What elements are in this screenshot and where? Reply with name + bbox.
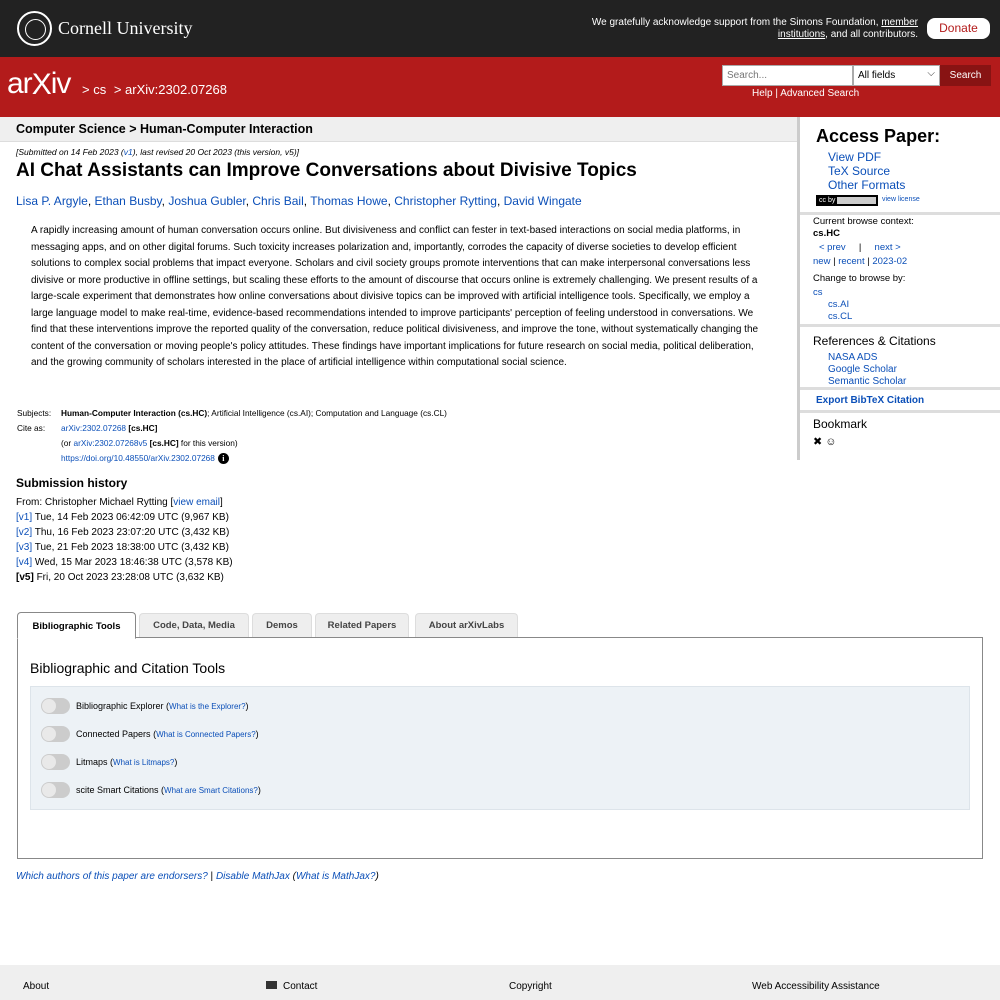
version-link[interactable]: [v1] [16, 512, 33, 523]
cite-id-link[interactable]: arXiv:2302.07268 [61, 423, 127, 433]
scite-help-link[interactable]: What are Smart Citations? [164, 786, 258, 795]
browse-context: Current browse context: cs.HC < prev | next > new | recent | 2023-02 Change to browse by: cs cs.AI cs.CL [813, 216, 914, 322]
member-institutions-link[interactable]: member institutions [777, 17, 918, 40]
footer [0, 965, 1000, 1000]
version-row: [v4] Wed, 15 Mar 2023 18:46:38 UTC (3,578 KB) [16, 557, 233, 568]
tools-title: Bibliographic and Citation Tools [30, 660, 226, 676]
version-row: [v3] Tue, 21 Feb 2023 18:38:00 UTC (3,432 KB) [16, 542, 229, 553]
export-bibtex-link[interactable]: Export BibTeX Citation [816, 395, 925, 406]
version-row: [v1] Tue, 14 Feb 2023 06:42:09 UTC (9,967 KB) [16, 512, 229, 523]
tab-demos[interactable]: Demos [252, 613, 312, 638]
search-input[interactable] [722, 65, 853, 86]
doi-row [61, 451, 447, 466]
dateline-v1-link[interactable]: v1 [123, 147, 133, 157]
author-link[interactable]: Ethan Busby [94, 194, 162, 208]
breadcrumb [82, 82, 231, 97]
abstract: A rapidly increasing amount of human conversation occurs online. But divisiveness and conflict can fester in text-based interactions on social media platforms, in messaging apps, and on other digital forums. Such toxicity increases polarization and, importantly, corrodes the capacity of diverse societies to develop efficient solutions to complex social problems that impact everyone. Scholars and civil society groups promote interventions that can make interpersonal conversations less divisive or more productive in offline settings, but scaling these efforts to the amount of discourse that occurs online is extremely challenging. We present results of a large-scale experiment that demonstrates how online conversations about divisive topics can be improved with artificial intelligence tools. Specifically, we employ a large language model to make real-time, evidence-based recommendations intended to improve participants' perception of feeling understood in conversations. We find that these interventions improve the reported quality of the conversation, reduce political divisiveness, and improve the tone, without systematically changing the content of the conversation or moving people's policy attitudes. These findings have important implications for future research on social media, political deliberation, and the growing community of scholars interested in the place of artificial intelligence within computational social science. [31, 225, 759, 368]
support-text: We gratefully acknowledge support from the Simons Foundation, member institutions, and all contributors. [591, 17, 918, 40]
bookmark-icons [813, 435, 837, 448]
metadata-table [17, 406, 447, 466]
tools-box: Bibliographic Explorer (What is the Explorer?) Connected Papers (What is Connected Papers?) Litmaps (What is Litmaps?) scite Smart Citations (What are Smart Citations?) [30, 686, 970, 810]
version-row: [v2] Thu, 16 Feb 2023 23:07:20 UTC (3,432 KB) [16, 527, 230, 538]
version-link[interactable]: [v4] [16, 557, 33, 568]
cc-license-icon[interactable]: cc by [816, 195, 878, 206]
author-list: Lisa P. Argyle, Ethan Busby, Joshua Gubler, Chris Bail, Thomas Howe, Christopher Rytting, David Wingate [16, 194, 582, 208]
author-link[interactable]: Christopher Rytting [394, 194, 497, 208]
doi-link[interactable]: https://doi.org/10.48550/arXiv.2302.07268 [61, 453, 215, 463]
breadcrumb-paper-id: > arXiv:2302.07268 [113, 82, 227, 97]
donate-button[interactable]: Donate [927, 18, 990, 39]
connected-papers-help-link[interactable]: What is Connected Papers? [156, 730, 256, 739]
reddit-icon[interactable]: ☺ [825, 436, 837, 448]
what-is-mathjax-link[interactable]: What is MathJax? [295, 871, 376, 882]
access-paper-section [800, 117, 1000, 215]
litmaps-toggle[interactable] [41, 754, 70, 770]
cornell-seal-icon[interactable] [17, 11, 52, 46]
cornell-name[interactable]: Cornell University [58, 18, 193, 38]
search-field-select[interactable]: All fields ⌵ [853, 65, 940, 86]
author-link[interactable]: David Wingate [503, 194, 582, 208]
google-scholar-link[interactable]: Google Scholar [828, 364, 897, 375]
sidebar [797, 117, 1000, 460]
tab-bibliographic-tools[interactable]: Bibliographic Tools [17, 612, 136, 639]
paper-title: AI Chat Assistants can Improve Conversations about Divisive Topics [16, 160, 637, 181]
prev-link[interactable]: < prev [819, 242, 846, 253]
current-context: cs.HC [813, 228, 840, 239]
subject-header: Computer Science > Human-Computer Interaction [0, 117, 797, 142]
info-icon[interactable]: i [218, 453, 229, 464]
mail-icon [266, 981, 277, 989]
browse-cs-link[interactable]: cs [813, 287, 823, 298]
current-version: [v5] [16, 572, 34, 583]
references-links [828, 352, 906, 388]
endorsers-line: Which authors of this paper are endorsers? | Disable MathJax (What is MathJax?) [16, 871, 379, 882]
version-link[interactable]: [v3] [16, 542, 33, 553]
chevron-down-icon: ⌵ [927, 68, 935, 79]
view-pdf-link[interactable]: View PDF [828, 150, 882, 164]
author-link[interactable]: Lisa P. Argyle [16, 194, 88, 208]
footer-accessibility-link[interactable]: Web Accessibility Assistance [752, 981, 880, 992]
tab-about-arxivlabs[interactable]: About arXivLabs [415, 613, 518, 638]
browse-context-section [800, 215, 1000, 327]
footer-about-link[interactable]: About [23, 981, 50, 992]
submission-history-title: Submission history [16, 476, 128, 490]
search-button[interactable]: Search [940, 65, 991, 86]
recent-link[interactable]: recent [838, 256, 865, 267]
month-link[interactable]: 2023-02 [872, 256, 908, 267]
other-formats-link[interactable]: Other Formats [828, 178, 906, 192]
tab-related-papers[interactable]: Related Papers [315, 613, 409, 638]
view-email-link[interactable]: view email [173, 497, 220, 508]
disable-mathjax-link[interactable]: Disable MathJax [215, 871, 290, 882]
references-title: References & Citations [813, 334, 936, 348]
help-link[interactable]: Help [752, 88, 773, 99]
tab-panel [17, 637, 983, 859]
access-paper-title: Access Paper: [816, 126, 941, 146]
tab-code-data-media[interactable]: Code, Data, Media [139, 613, 249, 638]
access-links [828, 150, 905, 192]
next-link[interactable]: next > [874, 242, 901, 253]
subjects-label: Subjects: [17, 408, 52, 418]
scite-toggle[interactable] [41, 782, 70, 798]
help-links: Help | Advanced Search [752, 88, 860, 99]
author-link[interactable]: Chris Bail [252, 194, 304, 208]
explorer-help-link[interactable]: What is the Explorer? [169, 702, 246, 711]
bookmark-title: Bookmark [813, 417, 868, 431]
cite-version: (or arXiv:2302.07268v5 [cs.HC] for this version) [61, 438, 238, 448]
bibsonomy-icon[interactable]: ✖ [813, 436, 823, 448]
footer-copyright-link[interactable]: Copyright [509, 981, 552, 992]
tex-source-link[interactable]: TeX Source [828, 164, 891, 178]
footer-contact-link[interactable]: Contact [266, 981, 317, 992]
cite-v5-link[interactable]: arXiv:2302.07268v5 [73, 438, 148, 448]
explorer-toggle[interactable] [41, 698, 70, 714]
litmaps-help-link[interactable]: What is Litmaps? [113, 758, 175, 767]
author-link[interactable]: Thomas Howe [310, 194, 388, 208]
browse-cs-cl-link[interactable]: cs.CL [828, 311, 853, 322]
subjects-value: Human-Computer Interaction (cs.HC); Artificial Intelligence (cs.AI); Computation and Language (cs.CL) [61, 408, 447, 418]
author-link[interactable]: Joshua Gubler [168, 194, 246, 208]
arxiv-logo[interactable]: arXiv [7, 67, 71, 101]
submitter-line: From: Christopher Michael Rytting [view email] [16, 497, 223, 508]
nasa-ads-link[interactable]: NASA ADS [828, 352, 878, 363]
submission-history [16, 495, 233, 585]
submission-dateline: [Submitted on 14 Feb 2023 (v1), last revised 20 Oct 2023 (this version, v5)] [16, 147, 300, 157]
advanced-search-link[interactable]: Advanced Search [780, 88, 860, 99]
endorsers-link[interactable]: Which authors of this paper are endorsers? [16, 871, 208, 882]
cite-label: Cite as: [17, 423, 46, 433]
new-link[interactable]: new [813, 256, 831, 267]
connected-papers-toggle[interactable] [41, 726, 70, 742]
view-license-link[interactable]: view license [882, 196, 920, 203]
browse-cs-ai-link[interactable]: cs.AI [828, 299, 850, 310]
cornell-bar [0, 0, 1000, 57]
arxiv-header [0, 57, 1000, 117]
version-row: [v5] Fri, 20 Oct 2023 23:28:08 UTC (3,632 KB) [16, 572, 224, 583]
semantic-scholar-link[interactable]: Semantic Scholar [828, 376, 907, 387]
breadcrumb-cs[interactable]: > cs [82, 82, 107, 97]
version-link[interactable]: [v2] [16, 527, 33, 538]
cite-value: arXiv:2302.07268 [cs.HC] [61, 423, 158, 433]
